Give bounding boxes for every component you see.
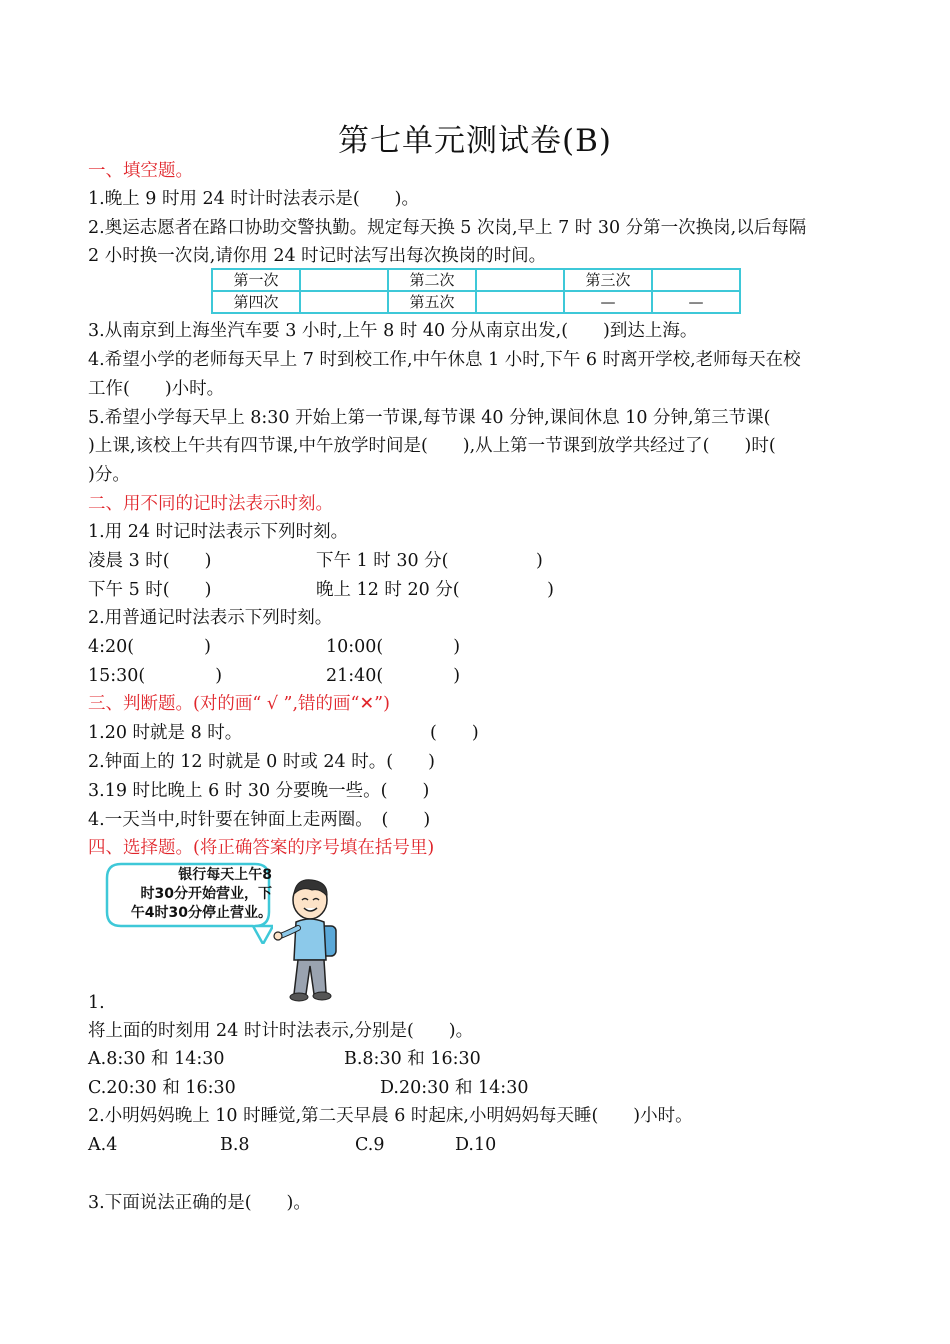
- table-cell: 第五次: [388, 291, 476, 313]
- section-heading-true-false: 三、判断题。(对的画“ √ ”,错的画“✕”): [88, 694, 390, 714]
- option-4-1-d: D.20:30 和 14:30: [380, 1078, 529, 1098]
- question-1-3: 3.从南京到上海坐汽车要 3 小时,上午 8 时 40 分从南京出发,( )到达上海。: [88, 321, 698, 341]
- question-3-2: 2.钟面上的 12 时就是 0 时或 24 时。( ): [88, 752, 435, 772]
- question-2-2-d: 21:40( ): [326, 666, 461, 686]
- question-1-2-line1: 2.奥运志愿者在路口协助交警执勤。规定每天换 5 次岗,早上 7 时 30 分第一次换岗,以后每隔: [88, 218, 807, 238]
- table-cell: 第三次: [564, 269, 652, 291]
- option-4-1-c: C.20:30 和 16:30: [88, 1078, 236, 1098]
- answer-cell[interactable]: [652, 269, 740, 291]
- table-cell: 第四次: [212, 291, 300, 313]
- question-4-3: 3.下面说法正确的是( )。: [88, 1193, 311, 1213]
- question-2-2: 2.用普通记时法表示下列时刻。: [88, 608, 333, 628]
- option-4-1-a: A.8:30 和 14:30: [88, 1049, 225, 1069]
- bubble-line: 午4时30分停止营业。: [130, 905, 272, 921]
- question-1-4-line2: 工作( )小时。: [88, 379, 225, 399]
- option-4-2-c: C.9: [355, 1135, 385, 1155]
- question-2-2-b: 10:00( ): [326, 637, 461, 657]
- section-heading-multiple-choice: 四、选择题。(将正确答案的序号填在括号里): [88, 838, 435, 858]
- option-4-1-b: B.8:30 和 16:30: [344, 1049, 481, 1069]
- bubble-text: [112, 866, 272, 923]
- question-2-1-d: 晚上 12 时 20 分( ): [316, 580, 554, 600]
- question-2-1-a: 凌晨 3 时( ): [88, 551, 212, 571]
- question-1-2-line2: 2 小时换一次岗,请你用 24 时记时法写出每次换岗的时间。: [88, 246, 547, 266]
- answer-cell[interactable]: [476, 269, 564, 291]
- question-1-5-line2: )上课,该校上午共有四节课,中午放学时间是( ),从上第一节课到放学共经过了( )时(: [88, 436, 776, 456]
- option-4-2-a: A.4: [88, 1135, 118, 1155]
- question-3-1-answer: ( ): [430, 723, 479, 743]
- option-4-2-b: B.8: [220, 1135, 250, 1155]
- answer-cell[interactable]: [476, 291, 564, 313]
- answer-cell[interactable]: [300, 291, 388, 313]
- question-4-2: 2.小明妈妈晚上 10 时睡觉,第二天早晨 6 时起床,小明妈妈每天睡( )小时。: [88, 1106, 693, 1126]
- question-2-1: 1.用 24 时记时法表示下列时刻。: [88, 522, 349, 542]
- question-3-1: 1.20 时就是 8 时。: [88, 723, 243, 743]
- question-3-4: 4.一天当中,时针要在钟面上走两圈。 ( ): [88, 810, 431, 830]
- question-2-1-c: 下午 5 时( ): [88, 580, 212, 600]
- answer-cell[interactable]: [300, 269, 388, 291]
- table-row: [212, 269, 740, 291]
- question-1-1: 1.晚上 9 时用 24 时计时法表示是( )。: [88, 189, 420, 209]
- table-row: [212, 291, 740, 313]
- bubble-line: 银行每天上午8: [178, 867, 272, 883]
- question-3-3: 3.19 时比晚上 6 时 30 分要晚一些。( ): [88, 781, 430, 801]
- boy-illustration: [272, 876, 352, 1006]
- bubble-line: 时30分开始营业，下: [140, 886, 272, 902]
- question-2-2-a: 4:20( ): [88, 637, 211, 657]
- question-1-4-line1: 4.希望小学的老师每天早上 7 时到校工作,中午休息 1 小时,下午 6 时离开学校,老师每天在校: [88, 350, 801, 370]
- section-heading-time-notation: 二、用不同的记时法表示时刻。: [88, 494, 333, 514]
- section-heading-fill-blank: 一、填空题。: [88, 161, 193, 181]
- page-title: 第七单元测试卷(B): [338, 123, 612, 159]
- table-cell: —: [564, 291, 652, 313]
- table-cell: 第二次: [388, 269, 476, 291]
- question-4-1: 将上面的时刻用 24 时计时法表示,分别是( )。: [88, 1021, 474, 1041]
- question-2-2-c: 15:30( ): [88, 666, 223, 686]
- question-2-1-b: 下午 1 时 30 分( ): [316, 551, 543, 571]
- question-1-5-line3: )分。: [88, 465, 130, 485]
- shift-time-table: [211, 268, 741, 314]
- option-4-2-d: D.10: [455, 1135, 497, 1155]
- table-cell: —: [652, 291, 740, 313]
- table-cell: 第一次: [212, 269, 300, 291]
- question-1-5-line1: 5.希望小学每天早上 8:30 开始上第一节课,每节课 40 分钟,课间休息 10 分钟,第三节课(: [88, 408, 771, 428]
- question-4-1-number: 1.: [88, 993, 105, 1013]
